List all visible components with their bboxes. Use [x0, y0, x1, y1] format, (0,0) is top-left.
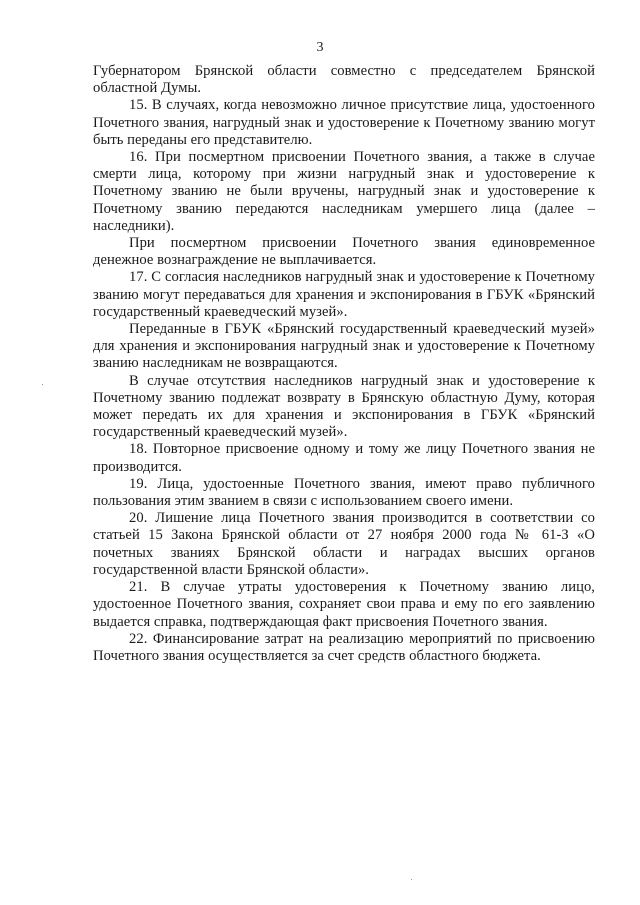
paragraph-16-note: При посмертном присвоении Почетного звания единовременное денежное вознаграждение не выплачивается. — [93, 235, 595, 269]
paragraph-20: 20. Лишение лица Почетного звания производится в соответствии со статьей 15 Закона Брянской области от 27 ноября 2000 года № 61-З «О почетных званиях Брянской области и наградах высших органов государственной власти Брянской области». — [93, 510, 595, 578]
paragraph-22: 22. Финансирование затрат на реализацию мероприятий по присвоению Почетного звания осуществляется за счет средств областного бюджета. — [93, 630, 595, 664]
paragraph-15: 15. В случаях, когда невозможно личное присутствие лица, удостоенного Почетного звания, нагрудный знак и удостоверение к Почетному званию могут быть переданы его представителю. — [93, 97, 595, 148]
scan-speck — [411, 879, 412, 880]
scan-speck — [42, 384, 43, 385]
paragraph-19: 19. Лица, удостоенные Почетного звания, имеют право публичного пользования этим званием в связи с использованием своего имени. — [93, 475, 595, 510]
paragraph-17-transfer: Переданные в ГБУК «Брянский государственный краеведческий музей» для хранения и экспонирования нагрудный знак и удостоверение к Почетному званию наследникам не возвращаются. — [93, 321, 595, 372]
page-number: 3 — [316, 40, 324, 55]
paragraph-18: 18. Повторное присвоение одному и тому же лицу Почетного звания не производится. — [93, 441, 595, 475]
paragraph-17-no-heirs: В случае отсутствия наследников нагрудный знак и удостоверение к Почетному званию подлежат возврату в Брянскую областную Думу, которая может передать их для хранения и экспонирования в ГБУК «Брянский государственный краеведческий музей». — [93, 372, 595, 441]
paragraph-continuation: Губернатором Брянской области совместно с председателем Брянской областной Думы. — [93, 63, 595, 97]
paragraph-21: 21. В случае утраты удостоверения к Почетному званию лицо, удостоенное Почетного звания, сохраняет свои права и ему по его заявлению выдается справка, подтверждающая факт присвоения Почетного звания. — [93, 579, 595, 630]
paragraph-17: 17. С согласия наследников нагрудный знак и удостоверение к Почетному званию могут передаваться для хранения и экспонирования в ГБУК «Брянский государственный краеведческий музей». — [93, 269, 595, 320]
paragraph-16: 16. При посмертном присвоении Почетного звания, а также в случае смерти лица, которому при жизни нагрудный знак и удостоверение к Почетному званию не были вручены, нагрудный знак и удостоверение к Почетному званию передаются наследникам умершего лица (далее – наследники). — [93, 149, 595, 234]
document-body — [93, 63, 595, 665]
